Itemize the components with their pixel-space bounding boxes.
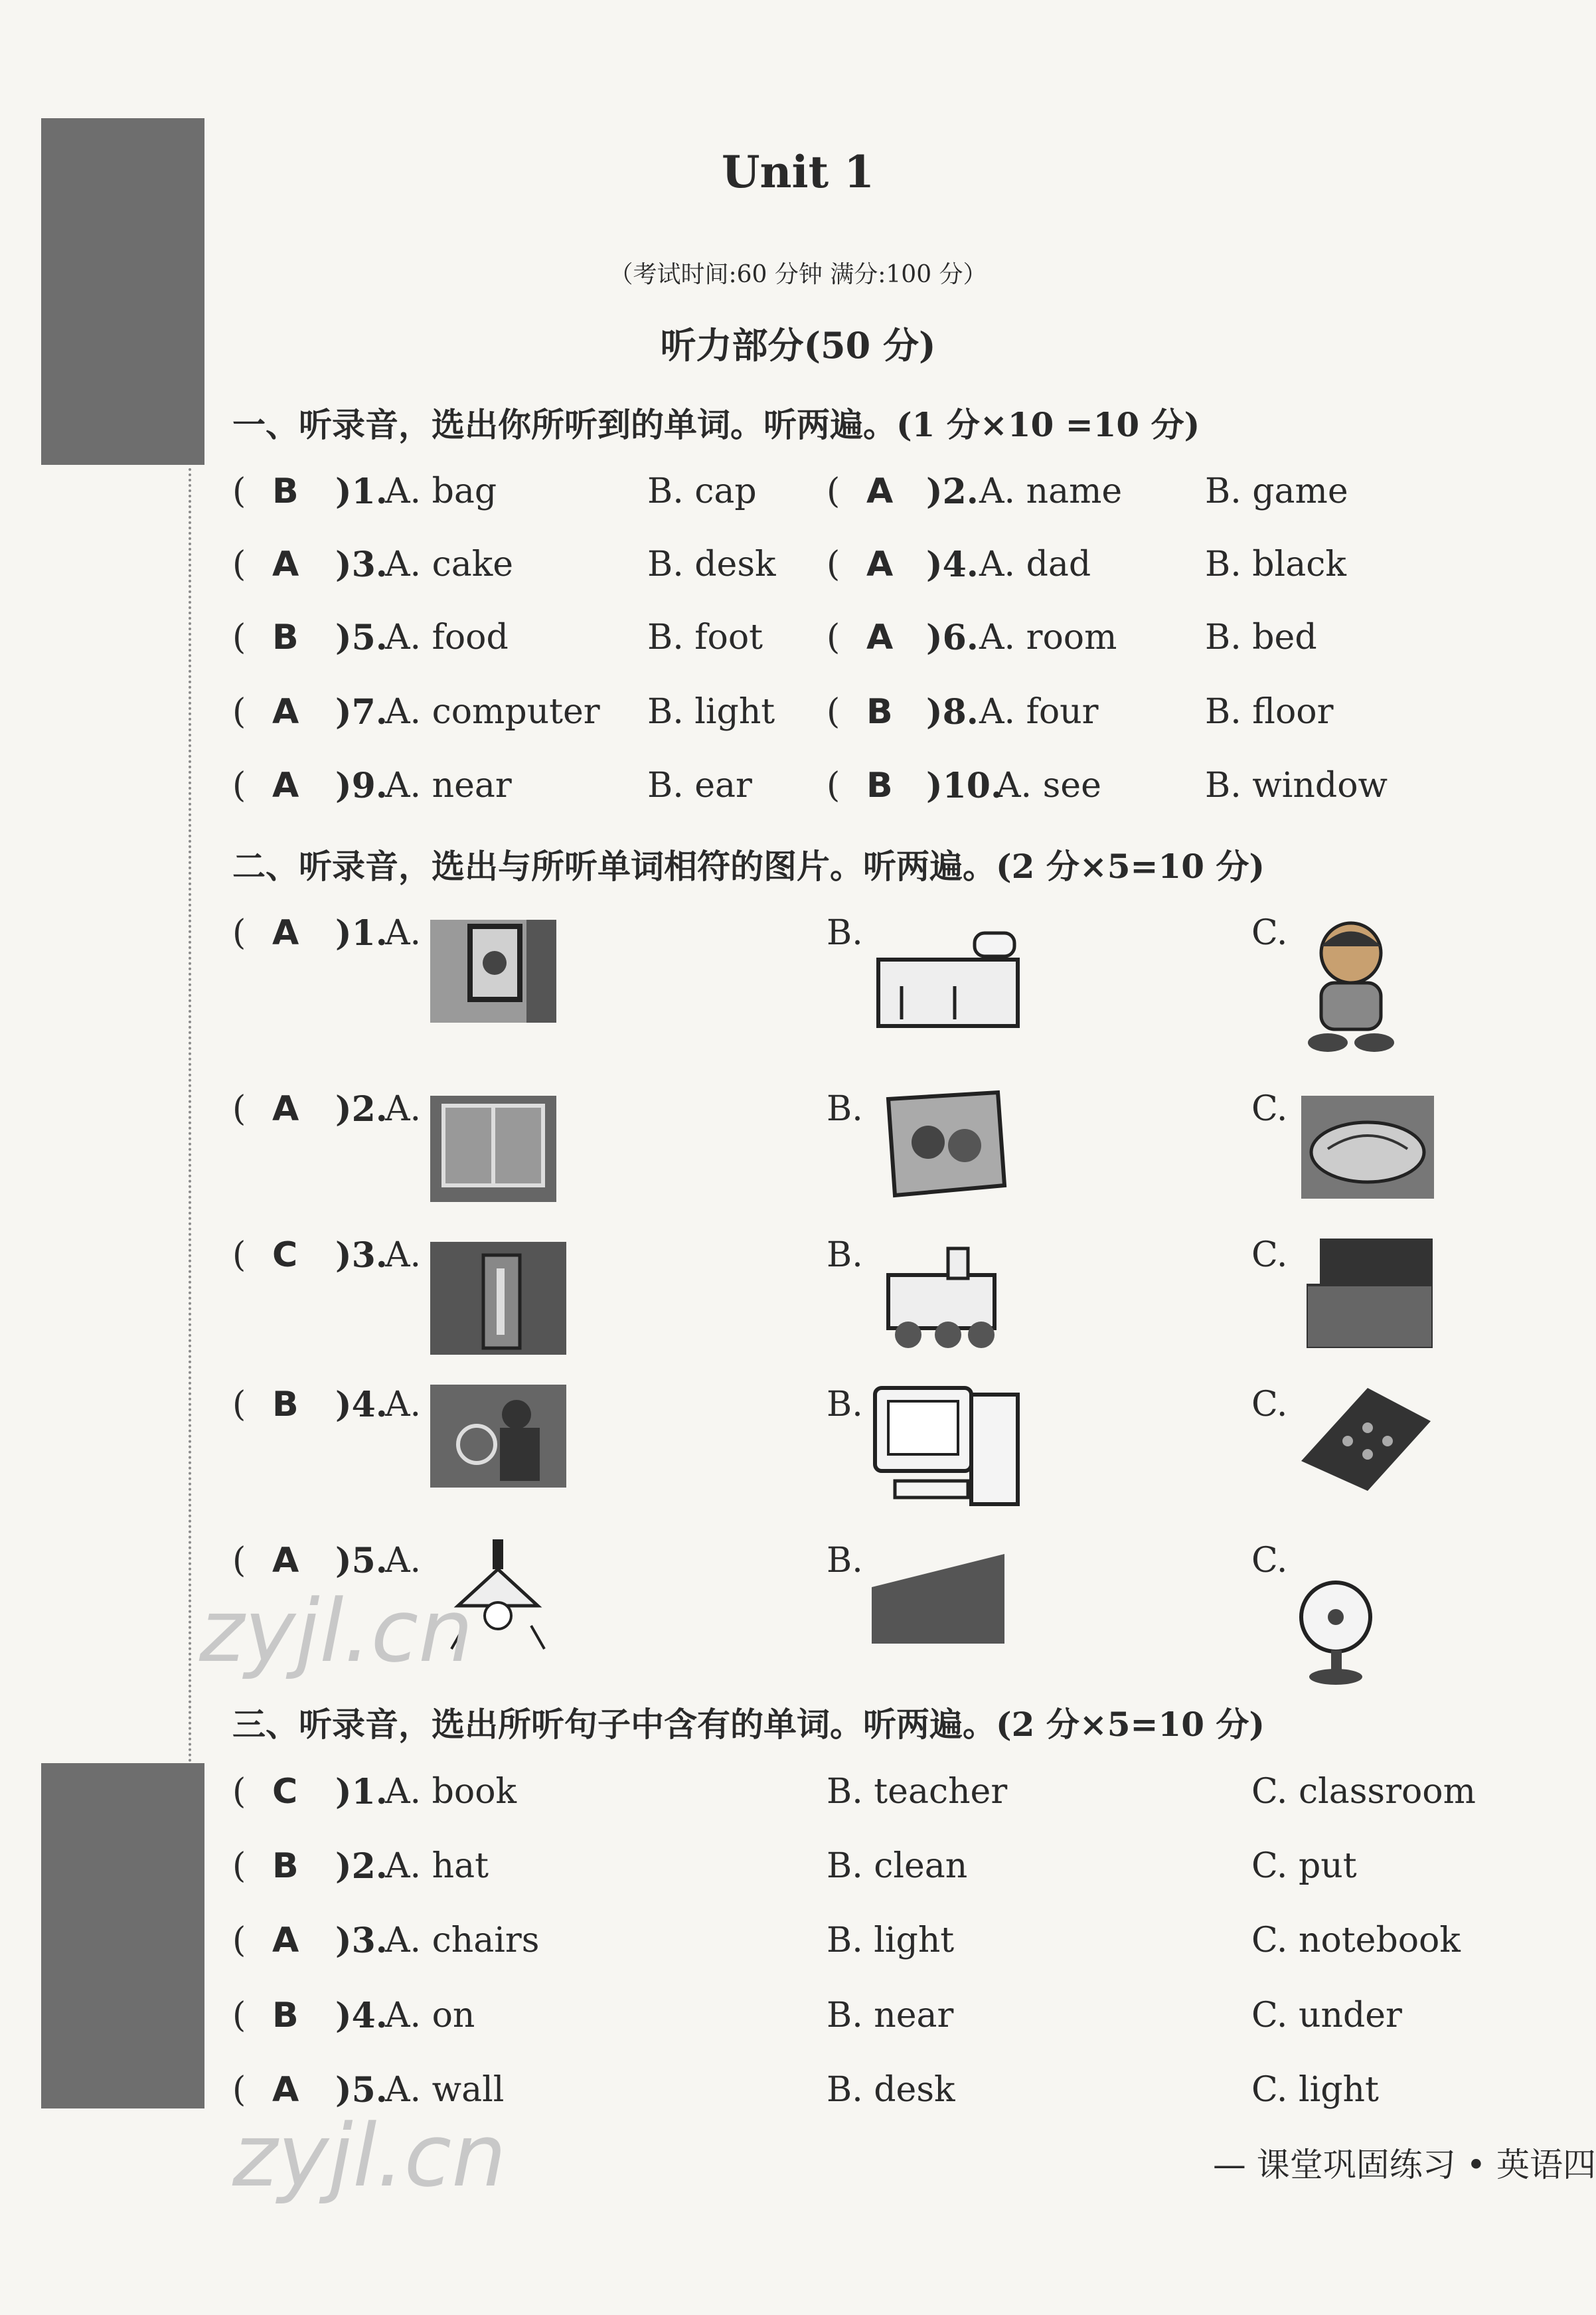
option-b: B. game <box>1205 472 1348 511</box>
option-b: B. black <box>1205 545 1346 584</box>
driver-image <box>430 1385 566 1488</box>
option-a: A. name <box>979 472 1123 511</box>
boy-reading-image <box>1301 920 1401 1053</box>
option-a: A. chairs <box>385 1921 540 1960</box>
binding-strip-bottom <box>41 1763 204 2108</box>
answer: B <box>272 1846 299 1886</box>
option-c: C. notebook <box>1251 1921 1461 1960</box>
option-a: A. see <box>996 766 1101 806</box>
option-a: A. cake <box>385 545 514 584</box>
photo-frame-image <box>875 1089 1008 1202</box>
option-a: A. book <box>385 1772 517 1812</box>
option-a: A. dad <box>979 545 1091 584</box>
wall-board-image <box>868 1547 1011 1647</box>
option-c: C. light <box>1251 2070 1379 2110</box>
answer: B <box>272 1996 299 2035</box>
answer: A <box>272 545 299 584</box>
bed-image <box>875 926 1024 1033</box>
answer: B <box>272 472 299 511</box>
section3-heading: 三、听录音，选出所听句子中含有的单词。听两遍。(2 分×5=10 分) <box>232 1705 1265 1744</box>
answer: A <box>866 545 894 584</box>
answer: A <box>272 1541 299 1581</box>
option-b: B. cap <box>647 472 757 511</box>
noodles-bowl-image <box>1301 1096 1434 1199</box>
answer: A <box>866 618 894 657</box>
option-c: C. classroom <box>1251 1772 1476 1812</box>
answer: A <box>272 913 299 953</box>
option-a: A. room <box>979 618 1117 657</box>
option-b: B. desk <box>827 2070 955 2110</box>
option-a-label: A. <box>385 1235 422 1275</box>
option-c-label: C. <box>1251 913 1288 953</box>
watermark: zyjl.cn <box>232 2105 507 2206</box>
option-b: B. bed <box>1205 618 1317 657</box>
option-b-label: B. <box>827 1235 863 1275</box>
part-title: 听力部分(50 分) <box>660 324 936 367</box>
option-c-label: C. <box>1251 1385 1288 1424</box>
option-a-label: A. <box>385 1385 422 1424</box>
answer: A <box>272 1089 299 1129</box>
option-a: A. computer <box>385 692 600 732</box>
option-b-label: B. <box>827 1089 863 1129</box>
option-a: A. hat <box>385 1846 489 1886</box>
option-b: B. teacher <box>827 1772 1008 1812</box>
box-image <box>1307 1239 1433 1348</box>
option-b: B. foot <box>647 618 763 657</box>
door-image <box>430 1242 566 1355</box>
option-a: A. wall <box>385 2070 505 2110</box>
answer: C <box>272 1772 298 1812</box>
answer: B <box>272 1385 299 1424</box>
answer: B <box>866 692 893 732</box>
option-c-label: C. <box>1251 1235 1288 1275</box>
wall-picture-image <box>430 920 556 1023</box>
section1-heading: 一、听录音，选出你所听到的单词。听两遍。(1 分×10 =10 分) <box>232 405 1200 444</box>
option-b: B. light <box>827 1921 955 1960</box>
option-b: B. window <box>1205 766 1388 806</box>
option-c: C. under <box>1251 1996 1402 2035</box>
answer: A <box>272 692 299 732</box>
option-a: A. four <box>979 692 1099 732</box>
exam-info: （考试时间:60 分钟 满分:100 分） <box>609 261 987 288</box>
binding-dotted-line <box>189 468 191 1763</box>
option-b: B. ear <box>647 766 752 806</box>
page-title: Unit 1 <box>721 146 874 198</box>
option-b: B. floor <box>1205 692 1334 732</box>
page-footer: — 课堂巩固练习 • 英语四 <box>1212 2146 1596 2184</box>
option-b-label: B. <box>827 1385 863 1424</box>
answer: A <box>272 766 299 806</box>
option-c: C. put <box>1251 1846 1357 1886</box>
fan-image <box>1295 1577 1384 1687</box>
option-b-label: B. <box>827 913 863 953</box>
option-b-label: B. <box>827 1541 863 1581</box>
option-c-label: C. <box>1251 1089 1288 1129</box>
computer-image <box>868 1381 1024 1507</box>
option-a-label: A. <box>385 913 422 953</box>
option-a: A. food <box>385 618 509 657</box>
window-image <box>430 1096 556 1202</box>
answer: B <box>866 766 893 806</box>
option-a-label: A. <box>385 1089 422 1129</box>
keypad-image <box>1295 1381 1437 1494</box>
answer: C <box>272 1235 298 1275</box>
answer: A <box>866 472 894 511</box>
option-b: B. light <box>647 692 775 732</box>
option-a: A. on <box>385 1996 475 2035</box>
watermark: zyjl.cn <box>199 1581 473 1681</box>
section2-heading: 二、听录音，选出与所听单词相符的图片。听两遍。(2 分×5=10 分) <box>232 847 1265 886</box>
option-b: B. clean <box>827 1846 968 1886</box>
answer: B <box>272 618 299 657</box>
option-b: B. near <box>827 1996 954 2035</box>
answer: A <box>272 2070 299 2110</box>
option-a: A. near <box>385 766 512 806</box>
answer: A <box>272 1921 299 1960</box>
option-a-label: A. <box>385 1541 422 1581</box>
option-a: A. bag <box>385 472 497 511</box>
toy-train-image <box>875 1242 1014 1351</box>
option-c-label: C. <box>1251 1541 1288 1581</box>
option-b: B. desk <box>647 545 776 584</box>
